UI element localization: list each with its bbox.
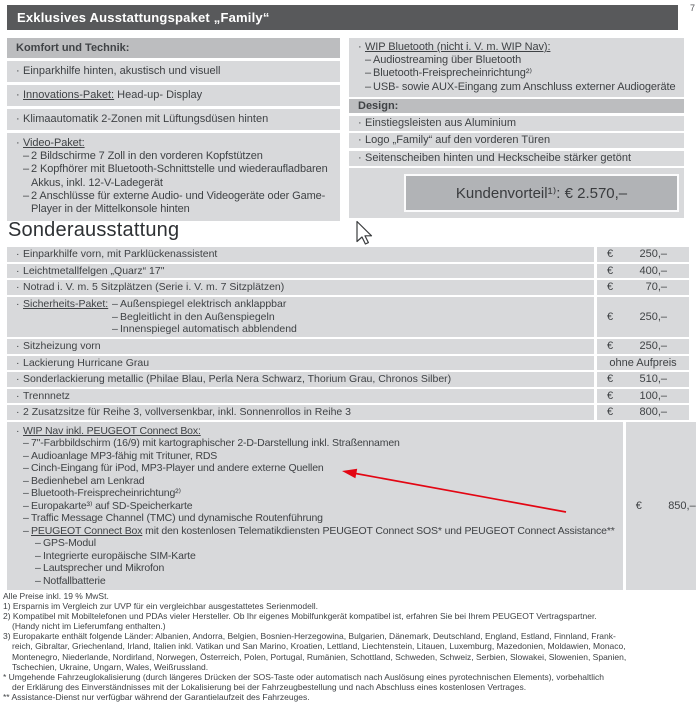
- sub-item: – Audiostreaming über Bluetooth: [365, 54, 522, 67]
- bullet-icon: ·: [358, 134, 362, 147]
- bullet-icon: ·: [16, 298, 20, 310]
- option-text: Sitzheizung vorn: [23, 340, 101, 352]
- currency: €: [607, 373, 614, 385]
- bullet-icon: ·: [16, 389, 20, 402]
- bullet-icon: ·: [16, 264, 20, 277]
- package-right-column: [349, 38, 684, 218]
- price-cell: [597, 247, 689, 262]
- sub-item: – Bluetooth-Freisprecheinrichtung²⁾: [365, 67, 532, 80]
- package-left-column: [7, 38, 340, 224]
- option-lead: Sicherheits-Paket:: [23, 298, 109, 310]
- package-title: Exklusives Ausstattungspaket „Family“: [17, 10, 270, 25]
- item-text: Logo „Family“ auf den vorderen Türen: [365, 134, 551, 147]
- bullet-icon: ·: [16, 113, 20, 125]
- bullet-icon: ·: [16, 137, 20, 149]
- package-columns: [7, 38, 684, 224]
- sub-item: – 2 Bildschirme 7 Zoll in den vorderen Kopfstützen: [23, 150, 263, 163]
- currency: €: [607, 340, 614, 352]
- price: 250,–: [639, 248, 667, 260]
- table-row-sicherheits-paket: · Sicherheits-Paket: – Außenspiegel elektrisch anklappbar – Begleitlicht in den Außenspiegeln – Innenspiegel automatisch abblendend € 250,–: [7, 297, 689, 338]
- item-text: Einparkhilfe hinten, akustisch und visuell: [23, 65, 221, 77]
- table-row: [7, 280, 689, 295]
- footnote-line: * Umgehende Fahrzeuglokalisierung (durch längeres Drücken der SOS-Taste oder automatisch nach Auslösung eines pyrotechnischen Elements), vorbehaltlich: [3, 671, 604, 682]
- bullet-icon: ·: [16, 248, 20, 260]
- package-title-bar: [7, 5, 678, 30]
- option-text: Notrad i. V. m. 5 Sitzplätzen (Serie i. V. m. 7 Sitzplätzen): [23, 281, 285, 293]
- price: 250,–: [639, 340, 667, 352]
- currency: €: [607, 389, 614, 402]
- customer-advantage-row: [349, 168, 684, 218]
- item-text: Klimaautomatik 2-Zonen mit Lüftungsdüsen hinten: [23, 113, 269, 125]
- currency: €: [607, 310, 614, 323]
- price-cell: [597, 372, 689, 387]
- item-lead: WIP Bluetooth (nicht i. V. m. WIP Nav):: [365, 41, 551, 53]
- item-lead: Video-Paket:: [23, 137, 85, 149]
- price: 250,–: [639, 310, 667, 323]
- cinch-line: – Cinch-Eingang für iPod, MP3-Player und andere externe Quellen: [23, 462, 324, 474]
- bullet-icon: ·: [16, 356, 20, 369]
- video-paket-block: [7, 133, 340, 221]
- design-header: Design:: [349, 99, 684, 113]
- option-text: 2 Zusatzsitze für Reihe 3, vollversenkbar, inkl. Sonnenrollos in Reihe 3: [23, 406, 352, 418]
- currency: €: [607, 248, 614, 260]
- price-cell: [597, 280, 689, 295]
- footnote-line: der Erklärung des Einverständnisses mit der Lokalisierung bei der Fahrzeugbestellung und nach Abschluss eines kostenlosen Vertrages.: [12, 681, 527, 692]
- option-lead: WIP Nav inkl. PEUGEOT Connect Box:: [23, 424, 201, 437]
- item-text: [23, 89, 202, 102]
- item-lead: Innovations-Paket:: [23, 89, 115, 101]
- sub-item: – USB- sowie AUX-Eingang zum Anschluss externer Audiogeräte: [365, 80, 676, 93]
- list-item: [7, 61, 340, 82]
- customer-advantage-text: Kundenvorteil¹⁾: € 2.570,–: [455, 185, 628, 203]
- list-item: [7, 85, 340, 106]
- price-cell: [597, 389, 689, 404]
- table-row: [7, 339, 689, 354]
- sub-item: – 2 Kopfhörer mit Bluetooth-Schnittstelle und wiederaufladbaren Akkus, inkl. 12-V-Ladegerät: [23, 163, 328, 189]
- bullet-icon: ·: [16, 424, 20, 437]
- price: 850,–: [668, 499, 696, 512]
- option-text: Sonderlackierung metallic (Philae Blau, Perla Nera Schwarz, Thorium Grau, Chronos Silber): [23, 373, 452, 385]
- option-text: Trennnetz: [23, 389, 70, 402]
- option-text: Einparkhilfe vorn, mit Parklückenassistent: [23, 248, 218, 260]
- table-row: [7, 247, 689, 262]
- options-table: [7, 247, 696, 592]
- option-text: Lackierung Hurricane Grau: [23, 356, 150, 369]
- footnote-line: ** Assistance-Dienst nur verfügbar während der Garantielaufzeit des Fahrzeuges.: [3, 691, 310, 702]
- table-row-wip-nav: · WIP Nav inkl. PEUGEOT Connect Box: – 7"-Farbbildschirm (16/9) mit kartographischer 2-D-Darstellung inkl. Straßennamen – Audioanlage MP3-fähig mit Trituner, RDS – Cinch-Eingang für iPod, MP3-Player und andere externe Quellen – Bedienhebel am Lenkrad – Bluetooth-Freisprecheinrichtung²⁾ – Europakarte³⁾ auf SD-Speicherkarte – Traffic Message Channel (TMC) und dynamische Routenführung – PEUGEOT Connect Box mit den kostenlosen Telematikdiensten PEUGEOT Connect SOS* und PEUGEOT Connect Assistance** – GPS-Modul – Integrierte europäische SIM-Karte – Lautsprecher und Mikrofon – Notfallbatterie € 850,–: [7, 422, 689, 591]
- footnote-line: reich, Gibraltar, Griechenland, Irland, Italien inkl. Vatikan und San Marino, Kroatien, Lettland, Liechtenstein, Litauen, Luxemburg, Mazedonien, Moldawien, Monaco,: [12, 641, 626, 652]
- comfort-header: Komfort und Technik:: [7, 38, 340, 58]
- bullet-icon: ·: [16, 406, 20, 418]
- price: 510,–: [639, 373, 667, 385]
- currency: €: [607, 264, 614, 277]
- footnote-line: 2) Kompatibel mit Mobiltelefonen und PDAs vieler Hersteller. Ob Ihr eigenes Mobilfunkgerät kompatibel ist, erfahren Sie bei Ihrem PEUGEOT Vertragspartner.: [3, 611, 597, 622]
- price: 400,–: [639, 264, 667, 277]
- table-row: [7, 264, 689, 279]
- item-rest: Head-up- Display: [114, 89, 203, 101]
- price-cell: [597, 297, 689, 338]
- footnotes: [3, 591, 695, 702]
- bullet-icon: ·: [358, 41, 362, 53]
- bullet-icon: ·: [16, 281, 20, 293]
- list-item: [349, 133, 684, 148]
- price-cell: [597, 339, 689, 354]
- price: 100,–: [639, 389, 667, 402]
- table-row: [7, 405, 689, 420]
- footnote-line: Alle Preise inkl. 19 % MwSt.: [3, 591, 109, 601]
- price-cell: [597, 264, 689, 279]
- footnote-line: Montenegro, Niederlande, Nordirland, Norwegen, Österreich, Polen, Portugal, Rumänien, Schottland, Schweden, Schweiz, Serbien, Slowakei, Slowenien, Spanien,: [12, 651, 627, 662]
- footnote-line: 3) Europakarte enthält folgende Länder: Albanien, Andorra, Belgien, Bosnien-Herzegowina, Bulgarien, Dänemark, Deutschland, England, Estland, Finnland, Frank-: [3, 631, 616, 642]
- table-row: [7, 356, 689, 371]
- currency: €: [635, 499, 642, 512]
- bullet-icon: ·: [16, 89, 20, 101]
- item-text: Seitenscheiben hinten und Heckscheibe stärker getönt: [365, 151, 632, 164]
- footnote-line: (Handy nicht im Lieferumfang enthalten.): [12, 621, 166, 632]
- price-cell: [626, 422, 696, 591]
- table-row: [7, 389, 689, 404]
- currency: €: [607, 406, 614, 418]
- page-number: 7: [689, 3, 695, 13]
- bullet-icon: ·: [358, 151, 362, 164]
- sub-item: – 2 Anschlüsse für externe Audio- und Videogeräte oder Game-Player in der Mittelkonsole hinten: [23, 189, 326, 216]
- footnote-line: Tschechien, Ukraine, Ungarn, Wales, Weißrussland.: [12, 661, 209, 672]
- list-item: [7, 109, 340, 130]
- list-item: [349, 116, 684, 131]
- bullet-icon: ·: [16, 65, 20, 77]
- price-cell: [597, 356, 689, 371]
- section-title: Sonderausstattung: [8, 219, 180, 241]
- price: 70,–: [645, 281, 667, 293]
- table-row: [7, 372, 689, 387]
- list-item: [349, 151, 684, 166]
- footnote-line: 1) Ersparnis im Vergleich zur UVP für ein vergleichbar ausgestattetes Serienmodell.: [3, 601, 318, 612]
- currency: €: [607, 281, 614, 293]
- price: 800,–: [639, 406, 667, 418]
- customer-advantage-box: [404, 174, 679, 212]
- wip-bluetooth-block: [349, 38, 684, 97]
- bullet-icon: ·: [358, 116, 362, 129]
- option-text: Leichtmetallfelgen „Quarz“ 17": [23, 264, 165, 277]
- item-text: Einstiegsleisten aus Aluminium: [365, 116, 517, 129]
- bullet-icon: ·: [16, 373, 20, 385]
- bullet-icon: ·: [16, 340, 20, 352]
- package-section: [7, 5, 684, 224]
- price-text: ohne Aufpreis: [609, 356, 677, 369]
- price-cell: [597, 405, 689, 420]
